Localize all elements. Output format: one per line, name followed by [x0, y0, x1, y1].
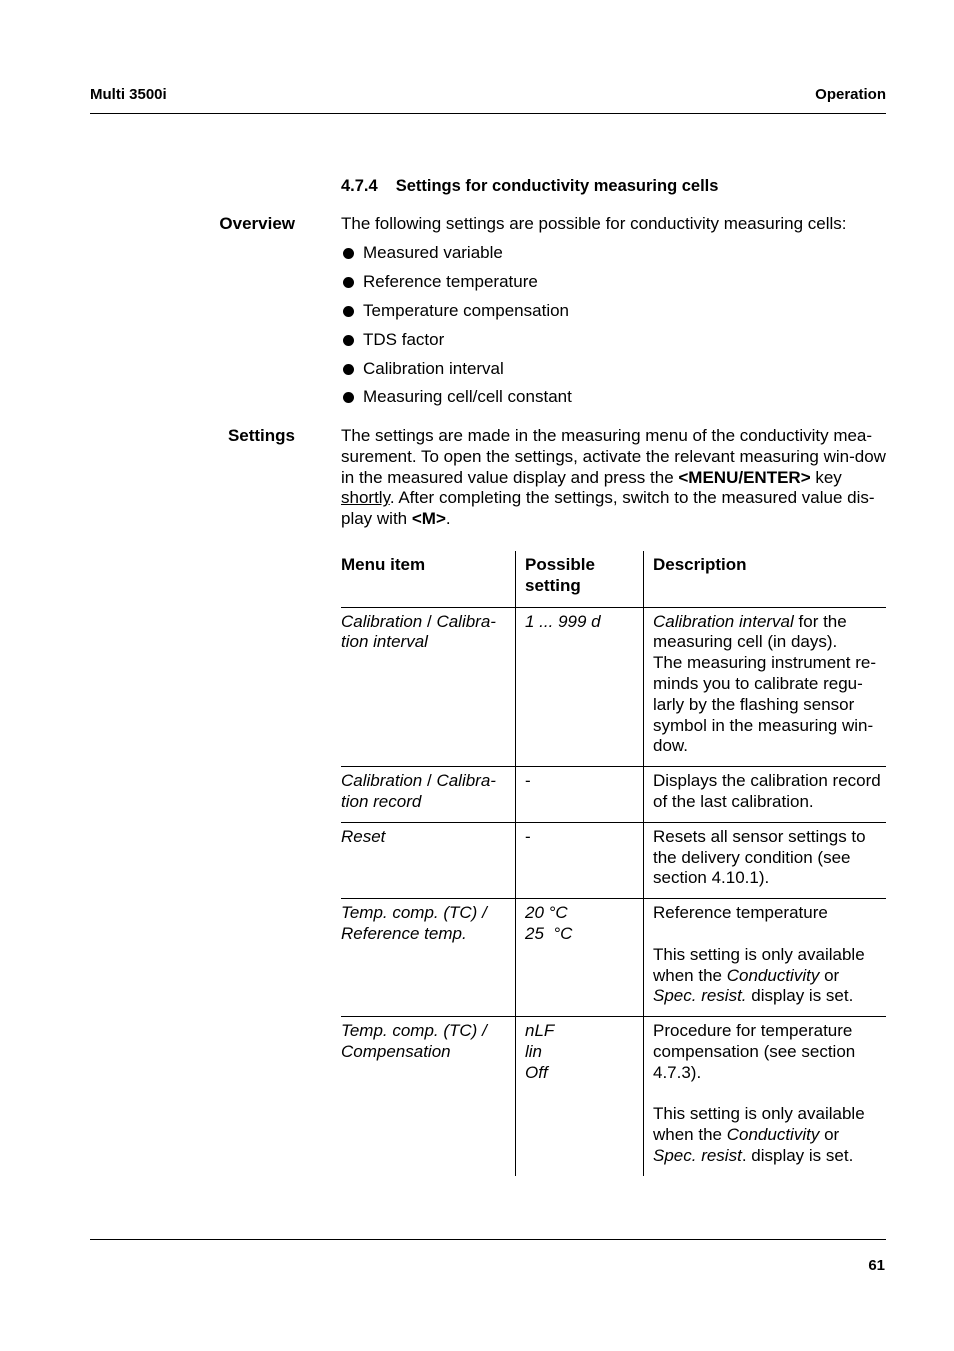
list-item: Measured variable [341, 242, 572, 271]
table-row [341, 1017, 886, 1176]
table-header-row [341, 551, 886, 607]
overview-intro: The following settings are possible for conductivity measuring cells: [341, 214, 847, 233]
description-cell: Reference temperature This setting is only available when the Conductivity or Spec. resist. display is set. [644, 899, 887, 1017]
setting-cell: - [516, 767, 644, 823]
settings-paragraph: The settings are made in the measuring menu of the conductivity mea-surement. To open the settings, activate the relevant measuring win-dow in the measured value display and press the <MENU/ENTER> key shortly. After completing the settings, switch to the measured value dis-play with <M>. [341, 426, 886, 529]
list-item: Reference temperature [341, 271, 572, 300]
list-item: Temperature compensation [341, 300, 572, 329]
list-item: TDS factor [341, 329, 572, 358]
settings-label: Settings [227, 426, 295, 445]
table-row [341, 607, 886, 767]
menu-item-cell: Reset [341, 826, 386, 846]
settings-table [341, 551, 886, 1176]
header-product: Multi 3500i [90, 86, 167, 103]
section-title [341, 177, 718, 196]
header-rule [90, 113, 886, 114]
setting-cell: nLF lin Off [516, 1017, 644, 1176]
description-cell: Calibration interval for the measuring cell (in days). The measuring instrument re-minds you to calibrate regu-larly by the flashing sensor symbol in the measuring win-dow. [644, 607, 887, 767]
setting-cell: 20 °C 25 °C [516, 899, 644, 1017]
table-row [341, 822, 886, 898]
menu-enter-key: <MENU/ENTER> [678, 467, 811, 487]
list-item: Calibration interval [341, 358, 572, 387]
header-chapter: Operation [815, 86, 886, 103]
list-item: Measuring cell/cell constant [341, 386, 572, 415]
footer-rule [90, 1239, 886, 1240]
setting-cell: - [516, 822, 644, 898]
table-row [341, 899, 886, 1017]
description-cell: Procedure for temperature compensation (see section 4.7.3). This setting is only available when the Conductivity or Spec. resist. display is set. [644, 1017, 887, 1176]
table-row [341, 767, 886, 823]
menu-item-cell: Calibration / Calibra- tion interval [341, 611, 496, 652]
overview-list [341, 242, 572, 415]
page-number: 61 [868, 1257, 885, 1274]
header-menu-item: Menu item [341, 555, 426, 574]
menu-item-cell: Temp. comp. (TC) / Compensation [341, 1021, 487, 1061]
menu-item-cell: Calibration / Calibra- tion record [341, 771, 496, 811]
menu-item-cell: Temp. comp. (TC) / Reference temp. [341, 903, 487, 943]
m-key: <M> [411, 509, 446, 529]
overview-label: Overview [219, 214, 295, 233]
description-cell: Displays the calibration record of the last calibration. [644, 767, 887, 823]
shortly-emphasis: shortly [341, 488, 390, 508]
header-description: Description [644, 551, 887, 607]
setting-cell: 1 ... 999 d [516, 607, 644, 767]
section-title-text: Settings for conductivity measuring cells [395, 177, 719, 195]
header-possible-setting: Possible setting [516, 551, 644, 607]
section-number: 4.7.4 [341, 177, 378, 195]
description-cell: Resets all sensor settings to the delivery condition (see section 4.10.1). [644, 822, 887, 898]
